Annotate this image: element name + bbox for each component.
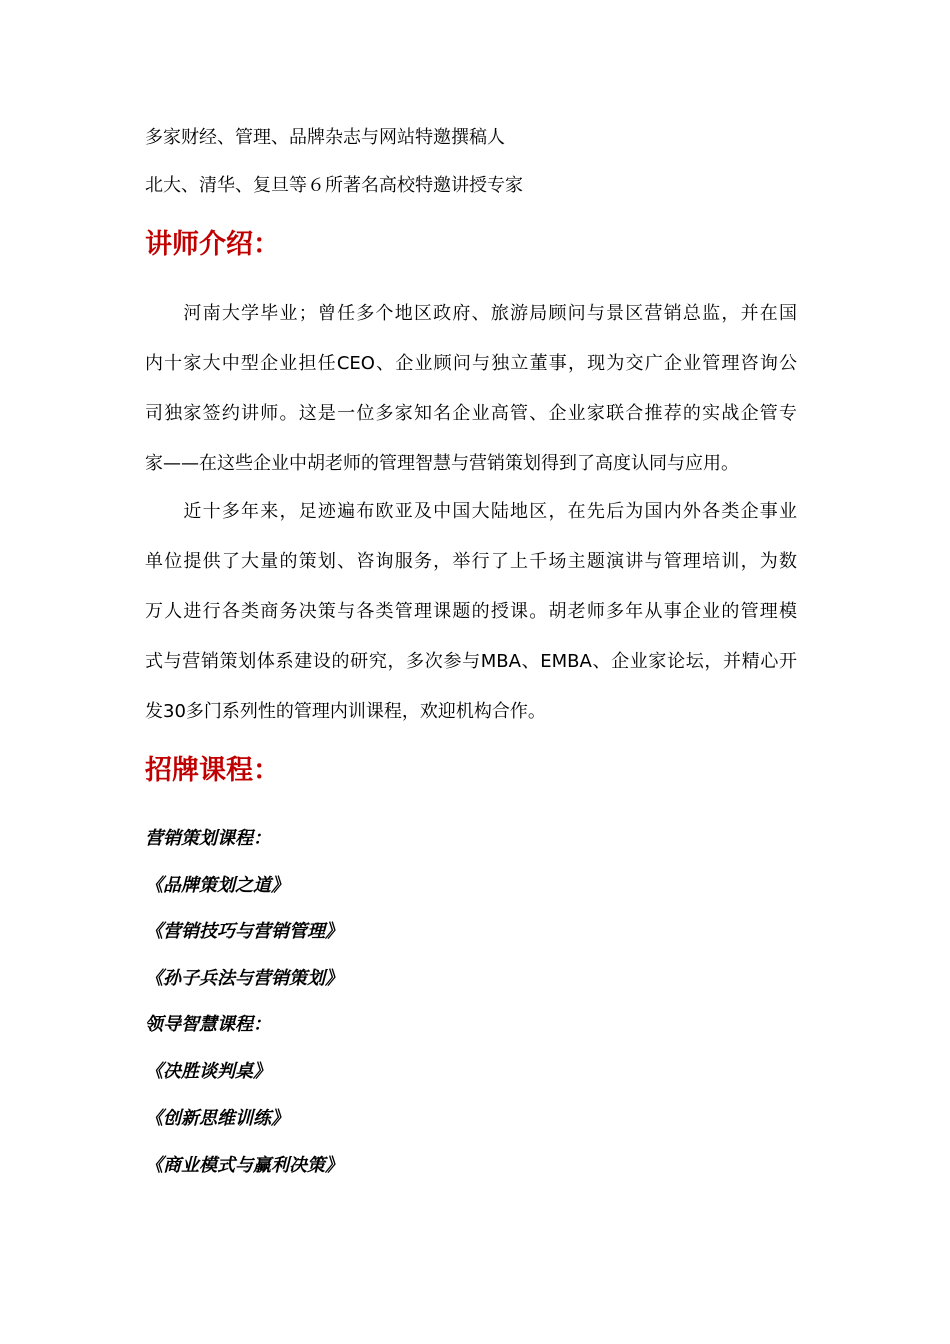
- marketing-category-label: 营销策划课程：: [145, 828, 271, 849]
- course-item: 《创新思维训练》: [145, 1108, 289, 1129]
- intro-line-universities: 北大、清华、复旦等６所著名高校特邀讲授专家: [145, 175, 523, 196]
- lecturer-para2-line: 式与营销策划体系建设的研究，多次参与MBA、EMBA、企业家论坛，并精心开: [145, 651, 797, 672]
- lecturer-para2-line: 发30多门系列性的管理内训课程，欢迎机构合作。: [145, 701, 546, 722]
- lecturer-para2-line: 单位提供了大量的策划、咨询服务，举行了上千场主题演讲与管理培训，为数: [145, 551, 797, 572]
- lecturer-para2-line: 万人进行各类商务决策与各类管理课题的授课。胡老师多年从事企业的管理模: [145, 601, 797, 622]
- lecturer-para2-line: 近十多年来，足迹遍布欧亚及中国大陆地区，在先后为国内外各类企事业: [145, 501, 797, 522]
- leadership-category-label: 领导智慧课程：: [145, 1014, 271, 1035]
- course-item: 《营销技巧与营销管理》: [145, 921, 343, 942]
- lecturer-para1-line: 河南大学毕业；曾任多个地区政府、旅游局顾问与景区营销总监，并在国: [145, 303, 797, 324]
- course-item: 《商业模式与赢利决策》: [145, 1155, 343, 1176]
- lecturer-para1-line: 内十家大中型企业担任CEO、企业顾问与独立董事，现为交广企业管理咨询公: [145, 353, 797, 374]
- courses-heading: 招牌课程：: [145, 755, 280, 786]
- course-item: 《孙子兵法与营销策划》: [145, 968, 343, 989]
- lecturer-para1-line: 家——在这些企业中胡老师的管理智慧与营销策划得到了高度认同与应用。: [145, 453, 739, 474]
- lecturer-heading: 讲师介绍：: [145, 229, 280, 260]
- course-item: 《品牌策划之道》: [145, 875, 289, 896]
- intro-line-writer: 多家财经、管理、品牌杂志与网站特邀撰稿人: [145, 127, 505, 148]
- lecturer-para1-line: 司独家签约讲师。这是一位多家知名企业高管、企业家联合推荐的实战企管专: [145, 403, 797, 424]
- course-item: 《决胜谈判桌》: [145, 1061, 271, 1082]
